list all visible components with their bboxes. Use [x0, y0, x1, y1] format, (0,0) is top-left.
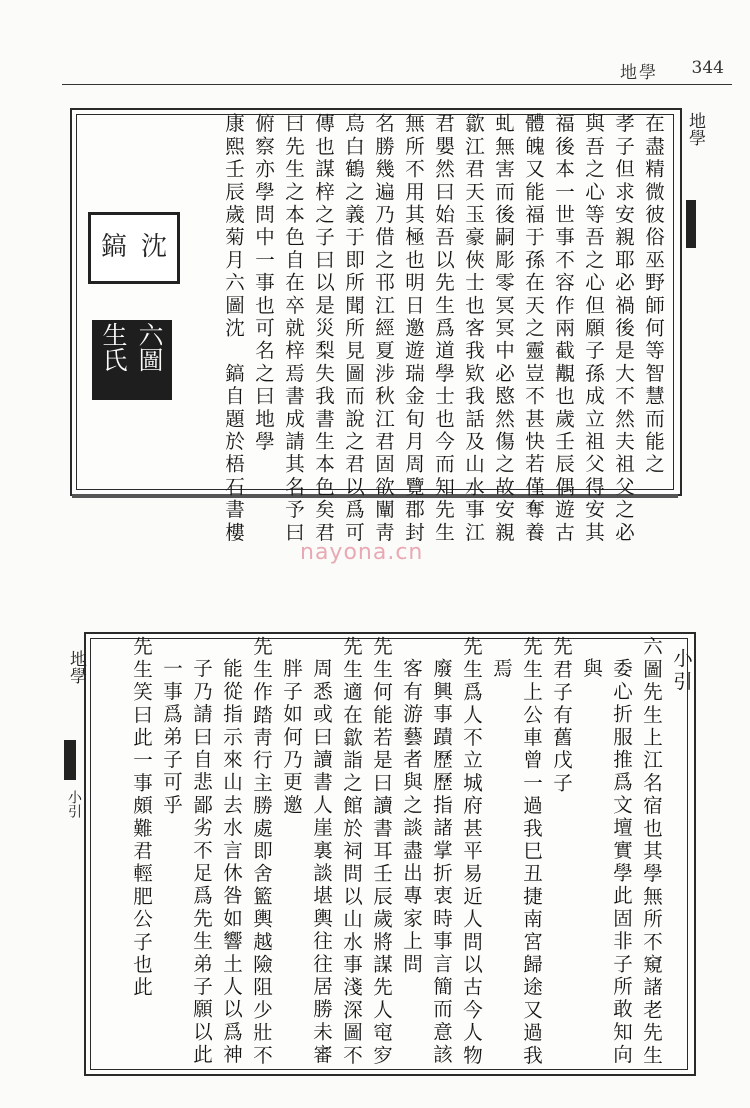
lower-column: 六圖先生上江名宿也其學無所不窺諸老先生 — [640, 636, 663, 1068]
seal-character: 生氏 — [99, 322, 128, 372]
lower-column: 先生笑曰此一事頗難君輕肥公子也此 — [130, 636, 153, 1000]
watermark: nayona.cn — [300, 540, 424, 565]
upper-column: 與吾之心等吾之心但願子孫成立祖父得安其 — [582, 113, 605, 545]
lower-column: 廢興事蹟歷歷指諸掌折衷時事言簡而意該 — [430, 658, 453, 1067]
lower-column: 能從指示來山去水言休咎如響土人以爲神 — [220, 658, 243, 1067]
lower-margin-label: 地學 — [66, 650, 86, 684]
upper-column: 俯察亦學問中一事也可名之曰地學 — [252, 113, 275, 454]
upper-column: 名勝幾遍乃借之邗江經夏涉秋江君固欲闡靑 — [372, 113, 395, 545]
lower-column: 子乃請曰自悲鄙劣不足爲先生弟子願以此 — [190, 658, 213, 1067]
upper-column: 虬無害而後嗣彫零冥冥中必愍然傷之故安親 — [492, 113, 515, 545]
lower-column: 胖子如何乃更邀 — [280, 658, 303, 817]
upper-margin-label: 地學 — [685, 112, 705, 146]
page-number: 344 — [691, 58, 724, 78]
lower-column: 委心折服推爲文壇實學此固非子所敢知向 — [610, 658, 633, 1067]
seal-character: 鎬 — [101, 232, 128, 262]
lower-column: 先君子有舊戊子 — [550, 636, 573, 795]
lower-margin-bar — [64, 740, 76, 780]
upper-column: 福後本一世事不容作兩截覯也歲壬辰偶遊古 — [552, 113, 575, 545]
lower-column: 一事爲弟子可乎 — [160, 658, 183, 817]
seal-style-name-stamp — [92, 320, 172, 400]
lower-column: 先生上公車曾一過我巳丑捷南宮歸途又過我 — [520, 636, 543, 1068]
lower-column: 客有游藝者與之談盡出專家上問 — [400, 658, 423, 976]
lower-column: 先生適在歙詣之館於祠問以山水事淺深圖不 — [340, 636, 363, 1068]
upper-column: 歙江君天玉豪俠士也客我欵我話及山水事江 — [462, 113, 485, 545]
lower-column: 先生爲人不立城府甚平易近人問以古今人物 — [460, 636, 483, 1068]
lower-column: 焉 — [490, 658, 513, 681]
upper-column: 體魄又能福于孫在天之靈豈不甚快若僅奪養 — [522, 113, 545, 545]
lower-column: 周悉或曰讀書人崖裏談堪輿往往居勝未審 — [310, 658, 333, 1067]
lower-margin-section: 小引 — [66, 790, 82, 818]
upper-column: 烏白鶴之義于即所聞所見圖而說之君以爲可 — [342, 113, 365, 545]
upper-column: 孝子但求安親耶必禍後是大不然夫祖父之必 — [612, 113, 635, 545]
upper-column: 康熙壬辰歲菊月六圖沈 鎬自題於梧石書樓 — [222, 113, 245, 545]
seal-character: 六圖 — [135, 322, 164, 372]
lower-column: 先生作踏靑行主勝處即舍籃輿越險阻少壯不 — [250, 636, 273, 1068]
upper-column: 君嬰然曰始吾以先生爲道學士也今而知先生 — [432, 113, 455, 545]
lower-column: 與 — [580, 658, 603, 681]
upper-margin-bar — [686, 200, 696, 248]
upper-column: 曰先生之本色自在卒就梓焉書成請其名予曰 — [282, 113, 305, 545]
upper-column: 在盡精微彼俗巫野師何等智慧而能之 — [642, 113, 665, 477]
upper-column: 傳也謀梓之子曰以是災梨失我書生本色矣君 — [312, 113, 335, 545]
section-title: 小引 — [670, 648, 693, 694]
header-rule — [62, 84, 732, 85]
seal-character: 沈 — [141, 232, 168, 262]
lower-column: 先生何能若是曰讀書耳壬辰歲將謀先人窀穸 — [370, 636, 393, 1068]
upper-column: 無所不用其極也明日邀遊瑞金旬月周覽郡封 — [402, 113, 425, 545]
seal-name-stamp — [88, 212, 180, 284]
header-title: 地學 — [620, 63, 658, 83]
